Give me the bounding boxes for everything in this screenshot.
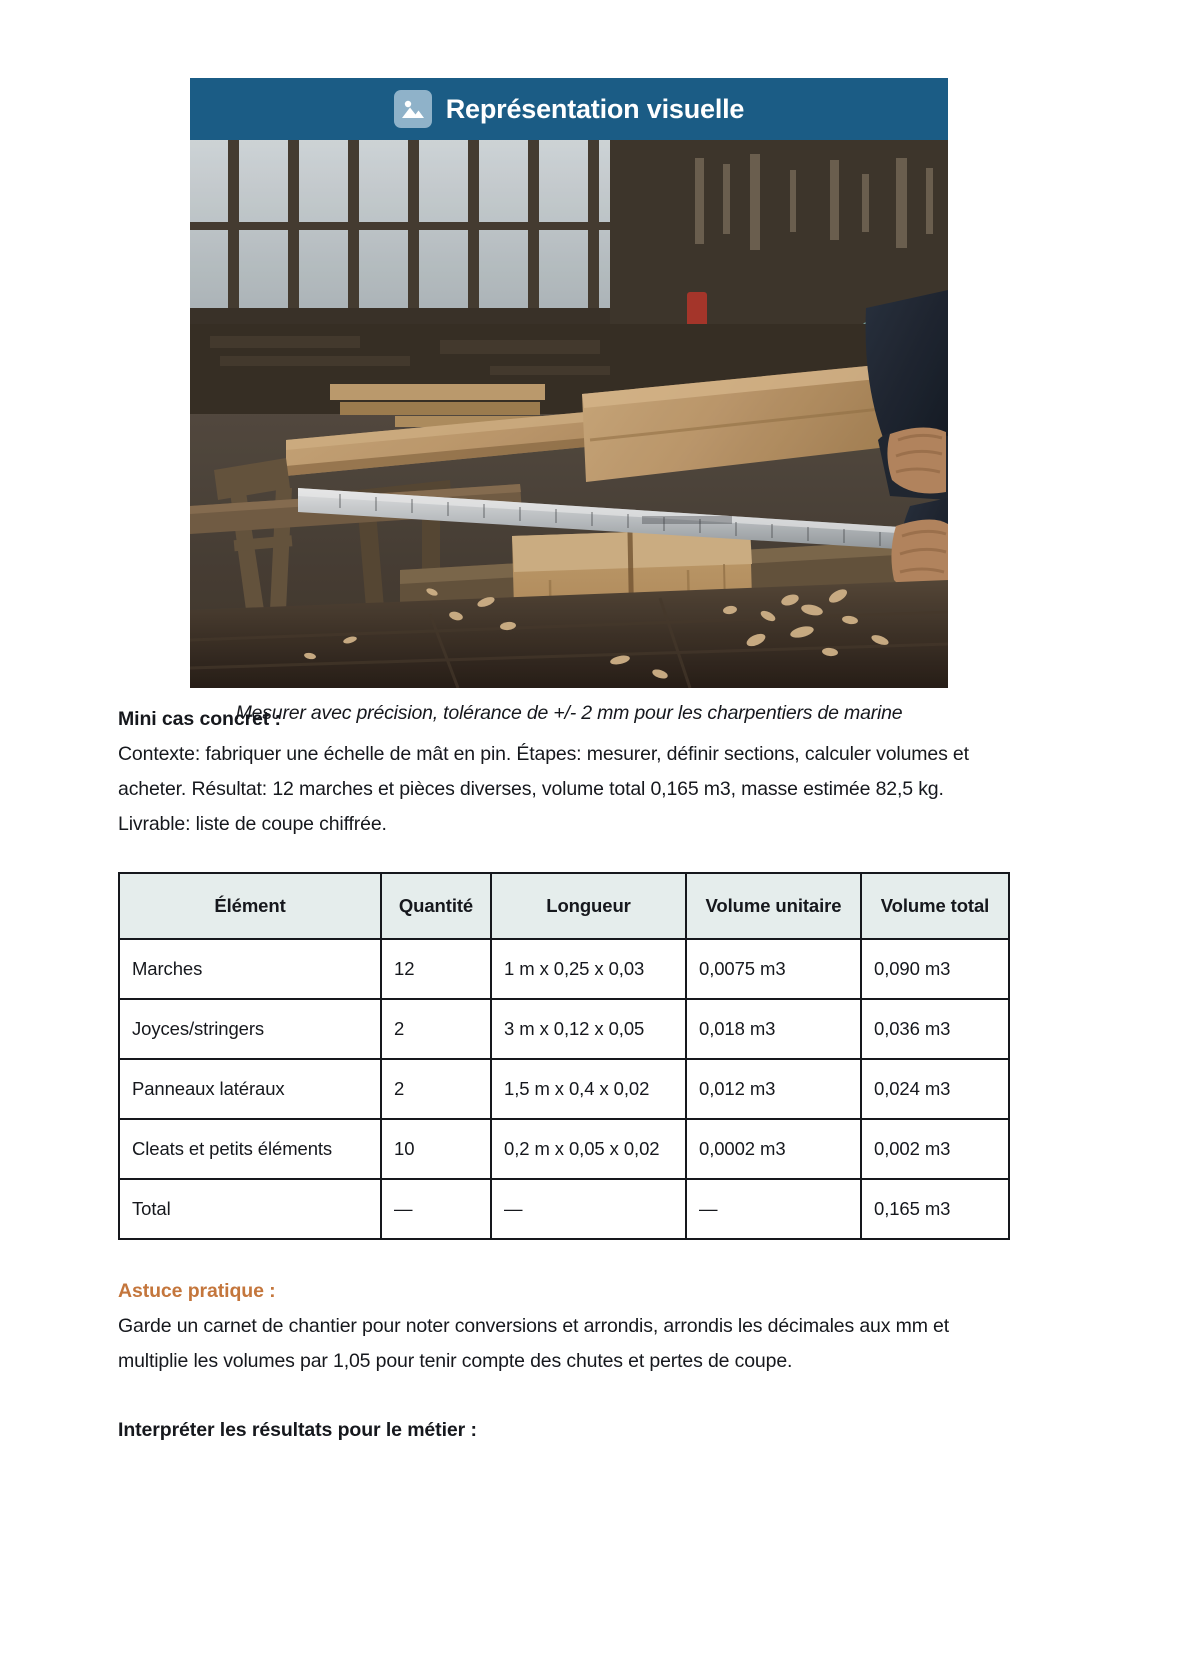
table-header-longueur: Longueur xyxy=(491,873,686,939)
visual-card-banner xyxy=(190,78,948,140)
interpret-heading: Interpréter les résultats pour le métier : xyxy=(118,1419,477,1441)
cell-volume-total: 0,024 m3 xyxy=(861,1059,1009,1119)
cell-volume-unitaire: 0,018 m3 xyxy=(686,999,861,1059)
cell-quantite: 2 xyxy=(381,999,491,1059)
cell-longueur: 1 m x 0,25 x 0,03 xyxy=(491,939,686,999)
image-placeholder-icon xyxy=(394,90,432,128)
table-header-volume-total: Volume total xyxy=(861,873,1009,939)
cell-longueur: — xyxy=(491,1179,686,1239)
table-row xyxy=(119,1119,1009,1179)
cell-element: Panneaux latéraux xyxy=(119,1059,381,1119)
cell-longueur: 1,5 m x 0,4 x 0,02 xyxy=(491,1059,686,1119)
tip-heading: Astuce pratique : xyxy=(118,1280,276,1302)
volume-table xyxy=(118,872,1010,1240)
visual-card-title: Représentation visuelle xyxy=(445,93,745,124)
photo-caption: Mesurer avec précision, tolérance de +/- 2 mm pour les charpentiers de marine xyxy=(235,702,903,724)
cell-longueur: 0,2 m x 0,05 x 0,02 xyxy=(491,1119,686,1179)
cell-quantite: 12 xyxy=(381,939,491,999)
table-row xyxy=(119,939,1009,999)
workshop-photo xyxy=(190,140,948,688)
table-row-total xyxy=(119,1179,1009,1239)
table-header-volume-unitaire: Volume unitaire xyxy=(686,873,861,939)
table-header-quantite: Quantité xyxy=(381,873,491,939)
table-row xyxy=(119,999,1009,1059)
cell-volume-unitaire: 0,012 m3 xyxy=(686,1059,861,1119)
cell-quantite: 10 xyxy=(381,1119,491,1179)
cell-element: Cleats et petits éléments xyxy=(119,1119,381,1179)
cell-volume-unitaire: 0,0002 m3 xyxy=(686,1119,861,1179)
tip-paragraph: Garde un carnet de chantier pour noter conversions et arrondis, arrondis les décimales aux mm et multiplie les volumes par 1,05 pour tenir compte des chutes et pertes de coupe. xyxy=(118,1315,950,1372)
cell-longueur: 3 m x 0,12 x 0,05 xyxy=(491,999,686,1059)
table-header-row xyxy=(119,873,1009,939)
visual-representation-card xyxy=(190,78,948,725)
cell-quantite: — xyxy=(381,1179,491,1239)
cell-element: Joyces/stringers xyxy=(119,999,381,1059)
cell-quantite: 2 xyxy=(381,1059,491,1119)
cell-volume-total: 0,002 m3 xyxy=(861,1119,1009,1179)
table-row xyxy=(119,1059,1009,1119)
cell-volume-unitaire: 0,0075 m3 xyxy=(686,939,861,999)
mini-case-heading: Mini cas concret : xyxy=(118,708,281,730)
cell-volume-total: 0,036 m3 xyxy=(861,999,1009,1059)
cell-volume-total: 0,090 m3 xyxy=(861,939,1009,999)
cell-element: Marches xyxy=(119,939,381,999)
document-content xyxy=(118,708,1008,1448)
cell-volume-total: 0,165 m3 xyxy=(861,1179,1009,1239)
table-header-element: Élément xyxy=(119,873,381,939)
cell-volume-unitaire: — xyxy=(686,1179,861,1239)
cell-element: Total xyxy=(119,1179,381,1239)
mini-case-paragraph: Contexte: fabriquer une échelle de mât en pin. Étapes: mesurer, définir sections, calculer volumes et acheter. Résultat: 12 marches et pièces diverses, volume total 0,165 m3, masse estimée 82,5 kg. Livrable: liste de coupe chiffrée. xyxy=(118,743,969,835)
